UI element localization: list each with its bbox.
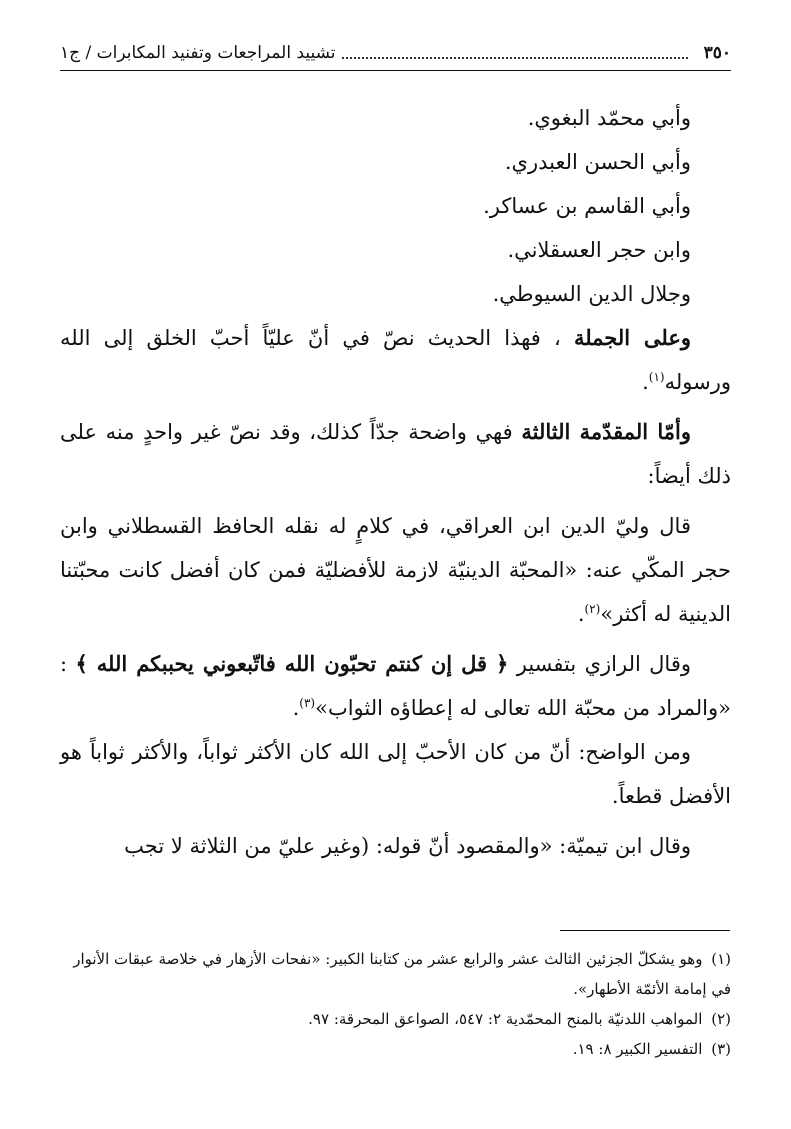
footnote xyxy=(60,944,731,1004)
paragraph-clear xyxy=(60,730,731,818)
page-number: ٣٥٠ xyxy=(703,43,731,63)
quranic-verse: ﴿ قل إن كنتم تحبّون الله فاتّبعوني يحببكم الله ﴾ xyxy=(75,651,509,676)
paragraph-conclusion xyxy=(60,316,731,404)
paragraph-text: قال وليّ الدين ابن العراقي، في كلامٍ له نقله الحافظ القسطلاني وابن حجر المكّي عنه: «المحبّة الدينيّة لازمة للأفضليّة فمن كان أفضل كانت محبّتنا الدينية له أكثر» xyxy=(60,514,731,626)
paragraph-razi-quote xyxy=(60,642,731,730)
paragraph-end: . xyxy=(642,370,649,394)
footnote-text: المواهب اللدنيّة بالمنح المحمّدية ٢: ٥٤٧، الصواعق المحرقة: ٩٧. xyxy=(308,1010,703,1028)
footnote-separator xyxy=(560,930,730,931)
list-item: وأبي الحسن العبدري. xyxy=(504,150,691,174)
running-header xyxy=(60,36,731,71)
footnote-ref[interactable]: (٣) xyxy=(299,696,316,710)
paragraph-third-premise xyxy=(60,410,731,498)
header-dot-leader xyxy=(342,56,688,59)
running-title: تشييد المراجعات وتفنيد المكابرات / ج١ xyxy=(60,43,336,63)
footnotes xyxy=(60,944,731,1064)
footnote-number: (٣) xyxy=(711,1040,731,1058)
paragraph-lead: وعلى الجملة xyxy=(573,325,692,350)
footnote xyxy=(60,1034,731,1064)
list-item: وجلال الدين السيوطي. xyxy=(492,282,691,306)
footnote xyxy=(60,1004,731,1034)
footnote-number: (١) xyxy=(711,950,731,968)
list-item: وابن حجر العسقلاني. xyxy=(507,238,691,262)
footnote-ref[interactable]: (١) xyxy=(648,370,665,384)
quote-text: : «والمراد من محبّة الله تعالى له إعطاؤه الثواب» xyxy=(60,652,731,720)
paragraph-text: وقال الرازي بتفسير xyxy=(516,652,692,676)
list-item: وأبي محمّد البغوي. xyxy=(527,106,691,130)
paragraph-text: فهي واضحة جدّاً كذلك، وقد نصّ غير واحدٍ منه على ذلك أيضاً: xyxy=(60,420,731,488)
paragraph-lead: وأمّا المقدّمة الثالثة xyxy=(521,419,691,444)
paragraph-end: . xyxy=(292,696,300,720)
paragraph-text: وقال ابن تيميّة: «والمقصود أنّ قوله: (وغير عليّ من الثلاثة لا تجب xyxy=(124,834,691,858)
list-item: وأبي القاسم بن عساكر. xyxy=(483,194,691,218)
footnote-text: التفسير الكبير ٨: ١٩. xyxy=(572,1040,703,1058)
paragraph-ibn-taymiyya xyxy=(60,824,731,868)
paragraph-end: . xyxy=(577,602,585,626)
paragraph-text: ، فهذا الحديث نصّ في أنّ عليّاً أحبّ الخلق إلى الله ورسوله xyxy=(60,326,731,394)
footnote-ref[interactable]: (٢) xyxy=(584,602,601,616)
paragraph-iraqi-quote xyxy=(60,504,731,636)
footnote-text: وهو يشكلّ الجزئين الثالث عشر والرابع عشر من كتابنا الكبير: «نفحات الأزهار في خلاصة عبقات الأنوار في إمامة الأئمّة الأطهار». xyxy=(73,950,731,998)
footnote-number: (٢) xyxy=(711,1010,731,1028)
main-text xyxy=(60,96,731,868)
paragraph-text: ومن الواضح: أنّ من كان الأحبّ إلى الله كان الأكثر ثواباً، والأكثر ثواباً هو الأفضل قطعاً. xyxy=(60,740,731,808)
